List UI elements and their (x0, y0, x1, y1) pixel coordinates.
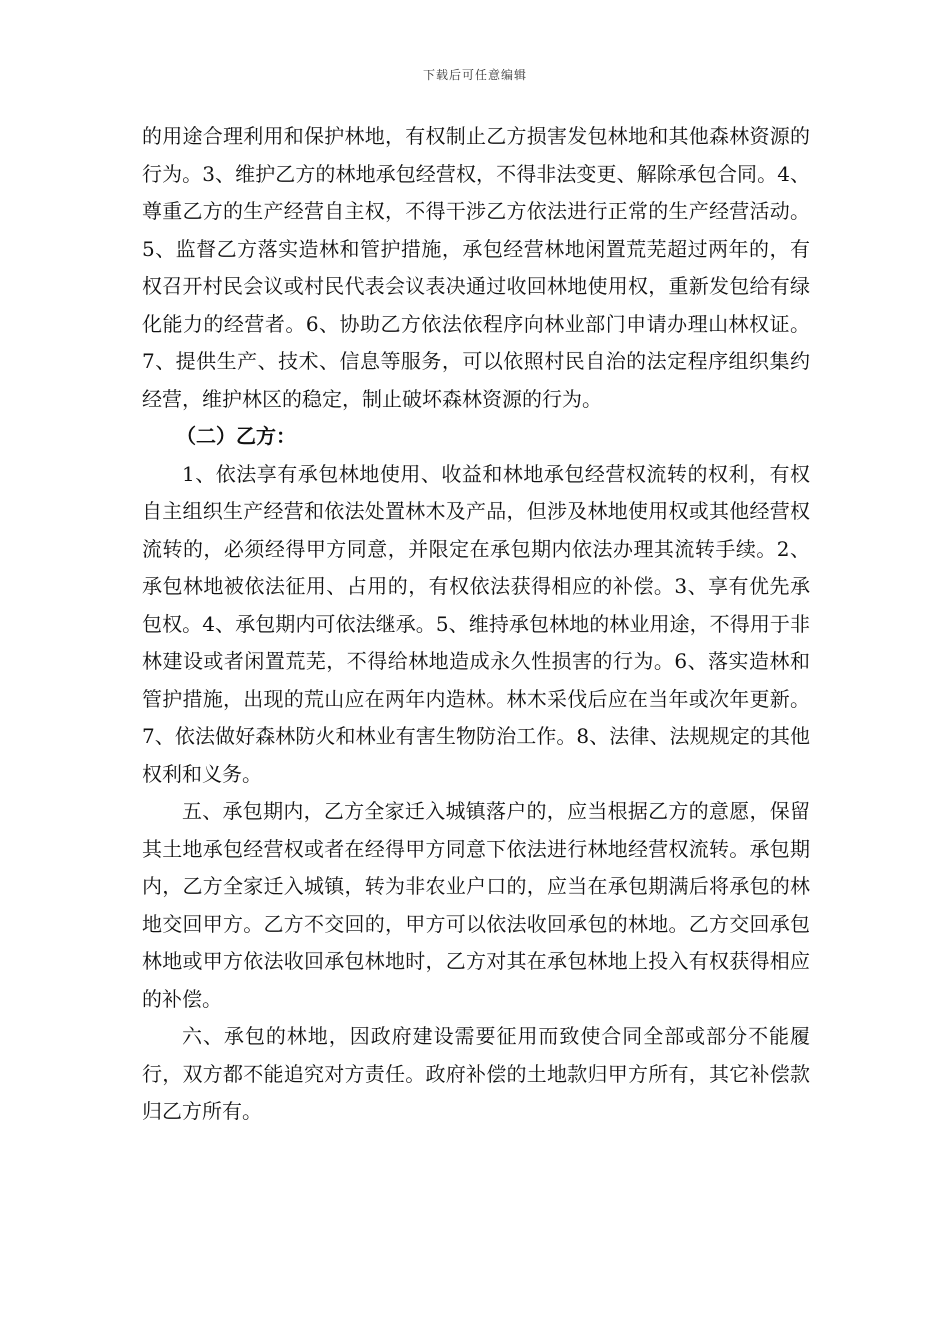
document-body (142, 118, 810, 1131)
paragraph-party-a-rights-continued: 的用途合理利用和保护林地，有权制止乙方损害发包林地和其他森林资源的行为。3、维护乙方的林地承包经营权，不得非法变更、解除承包合同。4、尊重乙方的生产经营自主权，不得干涉乙方依法进行正常的生产经营活动。5、监督乙方落实造林和管护措施，承包经营林地闲置荒芜超过两年的，有权召开村民会议或村民代表会议表决通过收回林地使用权，重新发包给有绿化能力的经营者。6、协助乙方依法依程序向林业部门申请办理山林权证。7、提供生产、技术、信息等服务，可以依照村民自治的法定程序组织集约经营，维护林区的稳定，制止破坏森林资源的行为。 (142, 124, 810, 411)
paragraph-clause-five: 五、承包期内，乙方全家迁入城镇落户的，应当根据乙方的意愿，保留其土地承包经营权或者在经得甲方同意下依法进行林地经营权流转。承包期内，乙方全家迁入城镇，转为非农业户口的，应当在承包期满后将承包的林地交回甲方。乙方不交回的，甲方可以依法收回承包的林地。乙方交回承包林地或甲方依法收回承包林地时，乙方对其在承包林地上投入有权获得相应的补偿。 (142, 799, 810, 1011)
paragraph-clause-six: 六、承包的林地，因政府建设需要征用而致使合同全部或部分不能履行，双方都不能追究对方责任。政府补偿的土地款归甲方所有，其它补偿款归乙方所有。 (142, 1024, 810, 1123)
page-header: 下载后可任意编辑 (422, 68, 527, 82)
paragraph-party-b-rights: 1、依法享有承包林地使用、收益和林地承包经营权流转的权利，有权自主组织生产经营和依法处置林木及产品，但涉及林地使用权或其他经营权流转的，必须经得甲方同意，并限定在承包期内依法办理其流转手续。2、承包林地被依法征用、占用的，有权依法获得相应的补偿。3、享有优先承包权。4、承包期内可依法继承。5、维持承包林地的林业用途，不得用于非林建设或者闲置荒芜，不得给林地造成永久性损害的行为。6、落实造林和管护措施，出现的荒山应在两年内造林。林木采伐后应在当年或次年更新。7、依法做好森林防火和林业有害生物防治工作。8、法律、法规规定的其他权利和义务。 (142, 461, 810, 786)
section-heading-party-b: （二）乙方： (176, 424, 296, 448)
